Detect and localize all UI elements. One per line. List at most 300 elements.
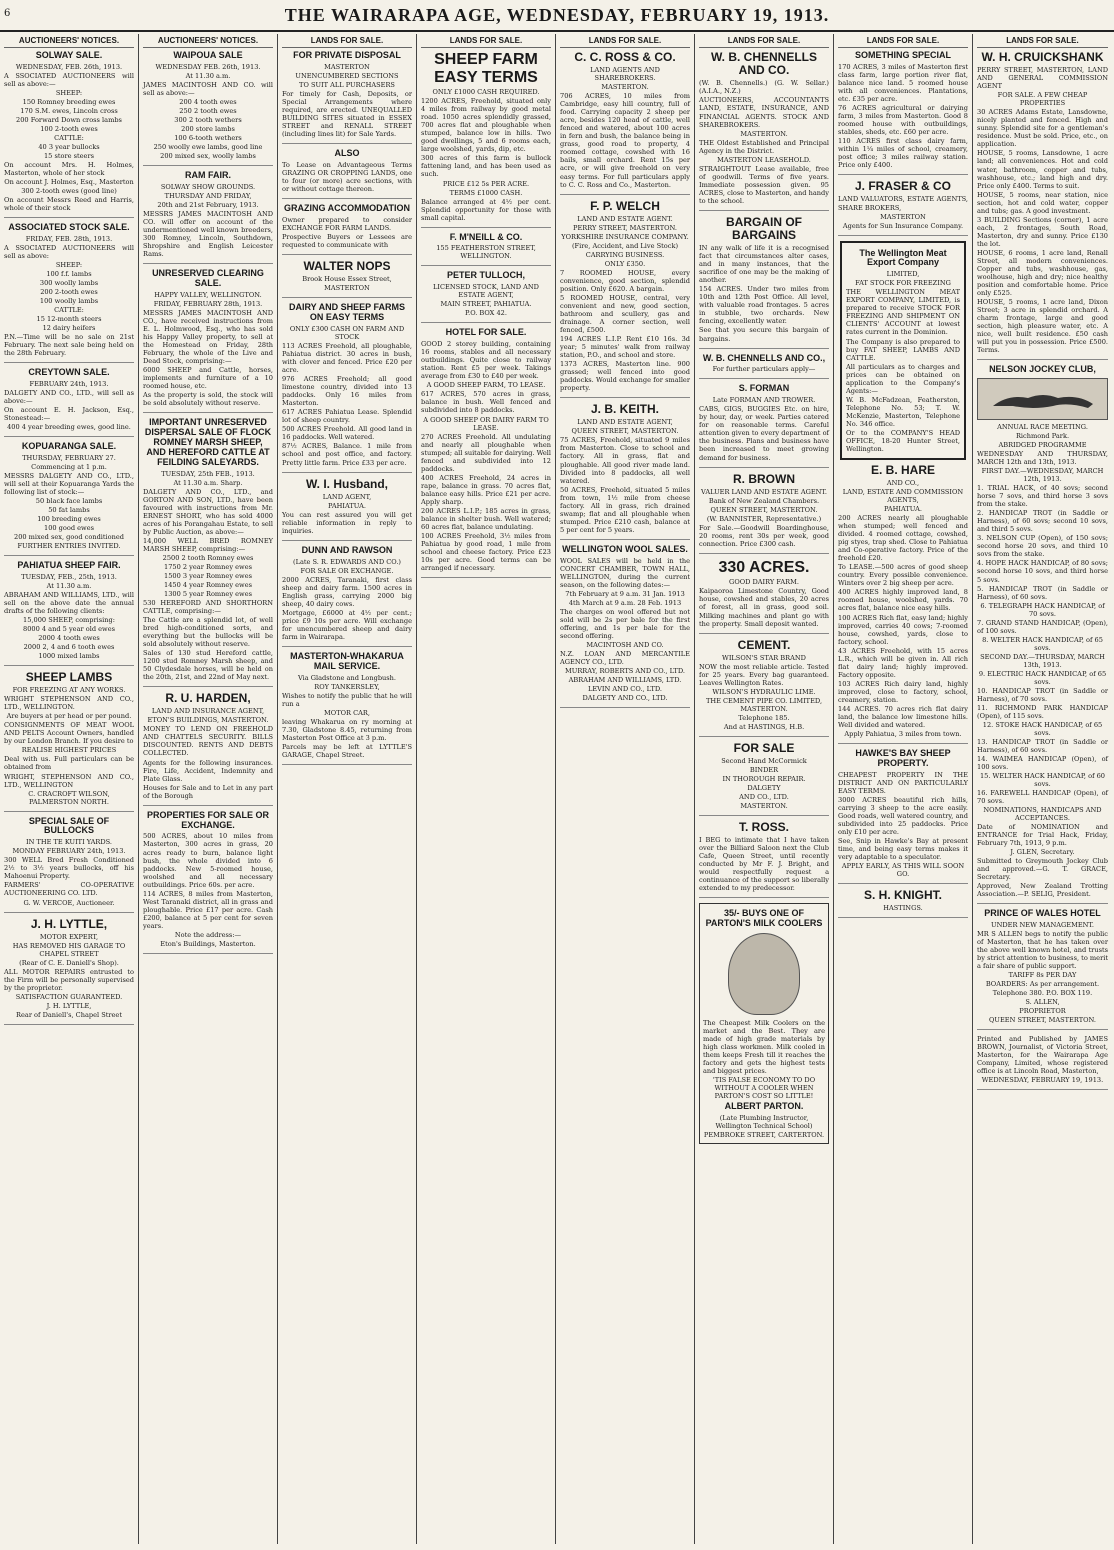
advertisement <box>282 652 412 765</box>
ad-text: You can rest assured you will get reliable information in reply to inquiries. <box>282 510 412 535</box>
ad-heading: SOLWAY SALE. <box>35 50 103 60</box>
ad-text: 6. TELEGRAPH HACK HANDICAP, of 70 sovs. <box>980 601 1105 618</box>
ad-text: At 11.30 a.m. <box>185 71 231 80</box>
ad-text: MOTOR CAR, <box>324 708 370 717</box>
ad-text: 100 2-tooth ewes <box>40 124 98 133</box>
advertisement <box>838 180 968 235</box>
ad-text: 15,000 SHEEP, comprising: <box>23 616 115 625</box>
ad-text: 7. GRAND STAND HANDICAP, (Open), of 100 sovs. <box>977 618 1108 635</box>
ad-text: LEVIN AND CO., LTD. <box>587 684 663 693</box>
ad-text: WOOL SALES will be held in the CONCERT CHAMBER, TOWN HALL, WELLINGTON, during the current season, on the following dates:— <box>560 556 690 589</box>
advertisement <box>4 561 134 666</box>
advertisement <box>143 269 273 413</box>
advertisement <box>838 464 968 744</box>
ad-text: 706 ACRES, 10 miles from Cambridge, easy hill country, full of food. Carrying capacity 2 sheep per acre, besides 120 head of cattle, well fenced and watered, about 100 acres in fern and bush, the balance being in grass, good road to property, 4 roomed cottage, cowshed with 16 bails, small orchard. Rent 15s per acre, or will give freehold on very easy terms. For full particulars apply to C. C. Ross and Co., Masterton. <box>560 92 690 189</box>
ad-heading: HAWKE'S BAY SHEEP PROPERTY. <box>855 747 951 768</box>
advertisement <box>143 692 273 805</box>
ad-heading: W. B. CHENNELLS AND CO. <box>710 50 817 78</box>
ad-text: 14,000 WELL BRED ROMNEY MARSH SHEEP, comprising:— <box>143 536 273 553</box>
ad-text: On account J. Holmes, Esq., Masterton <box>4 178 134 187</box>
ad-text: TUESDAY, FEB., 25th, 1913. <box>21 573 117 582</box>
ad-text: 2500 2 tooth Romney ewes <box>162 553 254 562</box>
ad-text: BOARDERS: As per arrangement. <box>985 980 1100 989</box>
ad-text: LAND VALUATORS, ESTATE AGENTS, SHARE BROKERS, <box>838 195 968 212</box>
ad-text: 3 BUILDING Sections (corner), 1 acre each, 2 frontages, South Road, Masterton, dry and sunny. Price £130 the lot. <box>977 215 1108 248</box>
ad-text: FRIDAY, FEBRUARY 28th, 1913. <box>153 299 263 308</box>
ad-text: PEMBROKE STREET, CARTERTON. <box>703 1131 825 1140</box>
ad-heading: FOR PRIVATE DISPOSAL <box>293 50 401 60</box>
ad-text: 114 ACRES, 8 miles from Masterton, West Taranaki district, all in grass and ploughable. Price £17 per acre. Cash £200, balance at 5 per cent for seven years. <box>143 889 273 930</box>
ad-text: MOTOR EXPERT, <box>39 932 99 941</box>
ad-text: ETON'S BUILDINGS, MASTERTON. <box>147 716 269 725</box>
ad-text: 15. WELTER HACK HANDICAP, of 60 sovs. <box>979 771 1106 788</box>
ad-text: (Rear of C. E. Daniell's Shop). <box>19 958 119 967</box>
advertisement <box>421 271 551 323</box>
ad-text: BINDER <box>749 766 779 775</box>
ad-text: LAND, ESTATE AND COMMISSION AGENTS, <box>842 488 964 505</box>
ad-text: Agents for Sun Insurance Company. <box>842 221 964 230</box>
ad-text: ONLY £350. <box>604 259 646 268</box>
ad-text: 200 mixed sex, woolly lambs <box>160 151 256 160</box>
advertisement <box>699 559 829 634</box>
ad-text: THURSDAY, FEBRUARY 27. <box>22 454 116 463</box>
ad-text: (Late Plumbing Instructor, Wellington Technical School) <box>715 1114 813 1131</box>
ad-heading: CREYTOWN SALE. <box>28 367 110 378</box>
ad-text: 200 4 tooth ewes <box>179 97 237 106</box>
advertisement <box>143 171 273 264</box>
ad-text: (Fire, Accident, and Live Stock) <box>571 241 679 250</box>
ad-text: AUCTIONEERS, ACCOUNTANTS LAND, ESTATE, INSURANCE, AND FINANCIAL AGENTS. STOCK AND SHAREBROKERS. <box>699 96 829 129</box>
ad-text: 1000 mixed lambs <box>38 652 100 661</box>
advertisement <box>977 51 1108 360</box>
ad-text: 400 4 year breeding ewes, good line. <box>7 423 131 432</box>
ad-text: 170 S.M. ewes, Lincoln cross <box>20 106 118 115</box>
column-header: LANDS FOR SALE. <box>560 36 690 48</box>
ad-text: Richmond Park. <box>1015 432 1070 441</box>
ad-text: 400 ACRES Freehold, 24 acres in rape, balance in grass. 70 acres flat, balance easy hills. Price £21 per acre. Apply sharp. <box>421 473 551 506</box>
ad-text: A GOOD SHEEP FARM, TO LEASE. <box>426 381 546 390</box>
column-3 <box>278 34 417 1544</box>
ad-text: G. W. VERCOE, Auctioneer. <box>23 898 115 907</box>
ad-text: Date of NOMINATION and ENTRANCE for Trial Hack, Friday, February 7th, 1913, 9 p.m. <box>977 822 1108 848</box>
ad-text: TERMS £1000 CASH. <box>449 188 523 197</box>
ad-text: 2000 4 tooth ewes <box>38 634 100 643</box>
ad-heading: GRAZING ACCOMMODATION <box>284 203 410 214</box>
ad-text: ONLY £300 CASH ON FARM AND STOCK <box>289 325 405 342</box>
ad-text: 4. HOPE HACK HANDICAP, of 80 sovs; second horse 10 sovs, and third horse 5 sovs. <box>977 559 1108 584</box>
ad-text: UNENCUMBERED SECTIONS <box>295 71 399 80</box>
ad-text: P.O. BOX 42. <box>465 309 507 318</box>
ad-text: 300 woolly lambs <box>39 279 99 288</box>
ad-text: On account Messrs Reed and Harris, whole of their stock <box>4 196 134 213</box>
ad-text: 1750 2 year Romney ewes <box>164 562 252 571</box>
advertisement <box>560 200 690 399</box>
ad-text: PAHIATUA. <box>328 501 366 510</box>
ad-text: THE WELLINGTON MEAT EXPORT COMPANY, LIMITED, is prepared to receive STOCK FOR FREEZING AND SHIPMENT ON CLIENTS' ACCOUNT at lowest rates current in the Dominion. <box>846 288 960 337</box>
ad-text: FARMERS' CO-OPERATIVE AUCTIONEERING CO. LTD. <box>4 881 134 898</box>
ad-text: 1200 ACRES, Freehold, situated only 4 miles from railway by good metal road. 1050 acres splendidly grassed, 700 acres flat and ploughable when stumped, balance low in hills. Two good dwellings, 5 and 6 rooms each, large woolshed, yards, dip, etc. <box>421 97 551 154</box>
advertisement <box>699 216 829 349</box>
ad-text: 3000 ACRES beautiful rich hills, carrying 3 sheep to the acre easily. Good roads, well watered country, and subdivided into 25 paddocks. Price only £10 per acre. <box>838 795 968 836</box>
ad-text: 7 ROOMED HOUSE, every convenience, good section, splendid position. Only £620. A bargain. <box>560 268 690 293</box>
ad-text: HOUSE, 5 rooms, Lansdowne, 1 acre land; all conveniences. Hot and cold water, bathroom, copper and tubs, washhouse, etc.; land high and dry. Price only £400. Terms to suit. <box>977 149 1108 190</box>
ad-text: 155 FEATHERSTON STREET, WELLINGTON. <box>436 244 536 261</box>
ad-text: 300 2-tooth ewes (good line) <box>21 187 117 196</box>
ad-text: (W. BANNISTER, Representative.) <box>706 514 822 523</box>
ad-text: Balance arranged at 4½ per cent. Splendid opportunity for those with small capital. <box>421 197 551 222</box>
ad-text: GOOD DAIRY FARM. <box>729 578 799 587</box>
ad-heading: S. H. KNIGHT. <box>863 888 942 903</box>
ad-text: MASTERTON. <box>601 83 649 92</box>
advertisement <box>838 889 968 918</box>
ad-text: QUEEN STREET, MASTERTON. <box>989 1016 1096 1025</box>
ad-text: MESSRS DALGETY AND CO., LTD., will sell at their Kopuaranga Yards the following list of stock:— <box>4 472 134 497</box>
ad-heading: ALSO <box>334 148 360 159</box>
advertisement <box>282 204 412 255</box>
ad-text: 9. ELECTRIC HACK HANDICAP, of 65 sovs. <box>978 669 1107 686</box>
ad-text: 976 ACRES Freehold; all good limestone country, divided into 13 paddocks. Only 16 miles from Masterton. <box>282 375 412 408</box>
page-number: 6 <box>4 8 11 19</box>
ad-text: 270 ACRES Freehold. All undulating and nearly all ploughable when stumped; all suitable for dairying. Well fenced and subdivided into 12 paddocks. <box>421 432 552 473</box>
ad-heading: W. H. CRUICKSHANK <box>981 50 1104 64</box>
ad-text: FAT STOCK FOR FREEZING <box>855 279 951 288</box>
ad-text: Or to the COMPANY'S HEAD OFFICE, 18-20 Hunter Street, Wellington. <box>846 428 960 453</box>
ad-text: For timely for Cash, Deposits, or Special Arrangements where required, are erected. UNEQUALLED BUILDING SITES situated in ESSEX STREET and RENALL STREET (including lines lit) for Sale Yards. <box>282 89 412 139</box>
ad-text: Deal with us. Full particulars can be obtained from <box>4 755 134 772</box>
ad-text: LIMITED, <box>886 270 920 279</box>
ad-heading: PAHIATUA SHEEP FAIR. <box>17 560 121 571</box>
ad-text: PAHIATUA. <box>884 505 922 514</box>
ad-text: Owner prepared to consider EXCHANGE FOR FARM LANDS. <box>282 215 412 233</box>
ad-heading: PROPERTIES FOR SALE OR EXCHANGE. <box>146 809 269 830</box>
ad-text: WEDNESDAY, FEB. 26th, 1913. <box>15 62 123 71</box>
ad-text: A GOOD SHEEP OR DAIRY FARM TO LEASE. <box>423 415 549 432</box>
ad-text: Are buyers at per head or per pound. <box>6 712 132 721</box>
ad-text: 617 ACRES Pahiatua Lease. Splendid lot of sheep country. <box>282 408 412 425</box>
ad-text: 1300 5 year Romney ewes <box>164 589 252 598</box>
ad-text: 200 mixed sex, good conditioned <box>14 533 124 542</box>
ad-text: Note the address:— <box>174 930 242 939</box>
ad-text: WILSON'S HYDRAULIC LIME. <box>712 687 816 696</box>
ad-text: Telephone 380. P.O. BOX 119. <box>992 989 1093 998</box>
ad-text: W. B. McFadzean, Featherston, Telephone No. 53; T. W. McKenzie, Masterton, Telephone No. 346 office. <box>846 395 960 428</box>
ad-text: MAIN STREET, PAHIATUA. <box>440 300 532 309</box>
ad-text: PROPRIETOR <box>1019 1007 1066 1016</box>
ad-text: (W. B. Chennells.) (G. W. Sellar.) (A.I.A., N.Z.) <box>699 79 829 96</box>
ad-text: 15 12-month steers <box>36 315 102 324</box>
ad-heading: FOR SALE <box>733 740 795 755</box>
ad-text: IN THE TE KUITI YARDS. <box>25 838 113 847</box>
ad-text: 150 Romney breeding ewes <box>22 97 116 106</box>
ad-text: 200 ACRES nearly all ploughable when stumped; well fenced and divided. 4 roomed cottage, cowshed, pig styes, trap shed. Close to Pahiatua and Co-operative factory. Price of the freehold £20. <box>838 514 968 563</box>
ad-text: 5 ROOMED HOUSE, central, very convenient and new, good section, bathroom and scullery, gas and drainage. A corner section, well fenced, £500. <box>560 293 690 334</box>
ad-text: 3. NELSON CUP (Open), of 150 sovs; second horse 20 sovs, and third 10 sovs from the stake. <box>977 534 1108 559</box>
advertisement <box>838 51 968 175</box>
ad-text: SOLWAY SHOW GROUNDS. <box>160 182 256 191</box>
ad-text: AND CO., <box>886 479 920 488</box>
ad-heading: R. BROWN <box>733 471 795 486</box>
advertisement <box>838 749 968 884</box>
ad-heading: UNRESERVED CLEARING SALE. <box>152 268 264 288</box>
ad-text: LAND AND ESTATE AGENT, <box>577 418 673 427</box>
column-5 <box>556 34 695 1544</box>
ad-text: A SSOCIATED AUCTIONEERS will sell as above: <box>4 243 134 260</box>
ad-text: WEDNESDAY, FEBRUARY 19, 1913. <box>981 1076 1104 1085</box>
ad-text: 100 ACRES Freehold, 3½ miles from Pahiatua by good road, 1 mile from school and cheese factory. Price £23 10s per acre. Good terms can be arranged if necessary. <box>421 531 551 573</box>
advertisement <box>4 442 134 556</box>
ad-text: FOR SALE. A FEW CHEAP PROPERTIES <box>997 91 1088 108</box>
ad-text: All particulars as to charges and prices can be obtained on application to the Company's Agents:— <box>846 362 960 395</box>
ad-text: Bank of New Zealand Chambers. <box>708 496 820 505</box>
ad-text: Kaipaoroa Limestone Country, Good house, cowshed and stables, 20 acres of forest, all in grass, good soil. Milking machines and plant go with the property. Small deposit wanted. <box>699 587 829 628</box>
ad-text: THE Oldest Established and Principal Agency in the District. <box>699 138 829 155</box>
ad-text: 4th March at 9 a.m. 28 Feb. 1913 <box>568 598 682 607</box>
ad-text: THE CEMENT PIPE CO. LIMITED, MASTERTON. <box>705 696 823 713</box>
ad-text: The Cheapest Milk Coolers on the market and the Best. They are made of high grade materials by high class workmen. Milk cooled in them keeps Fresh till it reaches the factory and gets the highest tests and biggest prices. <box>703 1019 825 1076</box>
ad-text: MESSRS JAMES MACINTOSH AND CO., have received instructions from E. L. Holmwood, Esq., who has sold his Happy Valley property, to sell at the Homestead on Friday, 28th February, the whole of the Live and Dead Stock, comprising:— <box>143 308 273 365</box>
ad-text: HOUSE, 5 rooms, 1 acre land, Dixon Street; 3 acre in splendid orchard. A charm frontage, large and good section, high pleasure water, etc. A nice, well built residence. £50 cash will put you in possession. Price £500. Terms. <box>977 298 1108 355</box>
ad-text: NOMINATIONS, HANDICAPS AND ACCEPTANCES. <box>983 805 1102 822</box>
ad-text: MONEY TO LEND ON FREEHOLD AND CHATTELS SECURITY. BILLS DISCOUNTED. RENTS AND DEBTS COLLECTED. <box>143 725 273 758</box>
ad-heading: F. M'NEILL & CO. <box>449 231 523 242</box>
ad-heading: PETER TULLOCH, <box>447 270 525 281</box>
advertisement <box>143 51 273 166</box>
ad-text: WRIGHT, STEPHENSON AND CO., LTD., WELLINGTON <box>4 772 134 789</box>
ad-text: Submitted to Greymouth Jockey Club and approved.—G. T. GRACE, Secretary. <box>977 857 1108 882</box>
advertisement <box>421 233 551 267</box>
column-1 <box>0 34 139 1544</box>
partons-milk-cooler-ad <box>699 903 829 1144</box>
ad-text: FOR SALE OR EXCHANGE. <box>300 566 394 575</box>
ad-heading: 330 ACRES. <box>718 558 810 576</box>
advertisement <box>4 51 134 218</box>
ad-heading: WAIPOUA SALE <box>173 50 243 60</box>
ad-text: 250 woolly ewe lambs, good line <box>153 142 263 151</box>
ad-text: ONLY £1000 CASH REQUIRED. <box>432 88 540 97</box>
ad-text: DALGETY <box>747 784 781 793</box>
ad-text: MURRAY, ROBERTS AND CO., LTD. <box>565 666 685 675</box>
ad-text: For further particulars apply— <box>712 365 816 374</box>
ad-text: TUESDAY, 25th FEB., 1913. <box>161 469 255 478</box>
ad-heading: PRINCE OF WALES HOTEL <box>984 908 1101 919</box>
ad-text: CARRYING BUSINESS. <box>585 250 665 259</box>
ad-text: Brook House Essex Street, <box>302 275 392 284</box>
racehorse-illustration <box>977 378 1108 420</box>
column-header: LANDS FOR SALE. <box>282 36 412 48</box>
column-header: LANDS FOR SALE. <box>421 36 551 48</box>
ad-heading: C. C. ROSS & CO. <box>574 50 676 64</box>
ad-heading: RAM FAIR. <box>185 169 231 180</box>
ad-text: 300 WELL Bred Fresh Conditioned 2½ to 3½ years bullocks, off his Mahoenui Property. <box>4 856 134 881</box>
advertisement <box>4 671 134 811</box>
ad-text: 100 6-tooth wethers <box>174 133 242 142</box>
ad-text: 1373 ACRES, Masterton line. 900 grassed; well fenced into good paddocks. Would exchange for smaller property. <box>560 360 690 393</box>
ad-text: FURTHER ENTRIES INVITED. <box>17 542 121 551</box>
advertisement <box>560 403 690 540</box>
advertisement <box>4 817 134 913</box>
ad-heading: W. I. Husband, <box>305 476 388 491</box>
ad-text: VALUER LAND AND ESTATE AGENT. <box>701 487 827 496</box>
advertisement <box>282 260 412 298</box>
ad-text: WILSON'S STAR BRAND <box>722 653 806 662</box>
ad-text: GOOD 2 storey building, containing 16 rooms, stables and all necessary outbuildings. Quite close to railway station. Rent £5 per week. Takings average from £30 to £40 per week. <box>421 340 551 381</box>
ad-text: Printed and Published by JAMES BROWN, Journalist, of Victoria Street, Masterton, for the Wairarapa Age Company, Limited, whose registered office is at Lincoln Road, Masterton, <box>977 1035 1108 1076</box>
ad-text: 2. HANDICAP TROT (in Saddle or Harness), of 60 sovs; second 10 sovs, and third 5 sovs. <box>977 509 1108 534</box>
ad-text: MESSRS JAMES MACINTOSH AND CO. will offer on account of the undermentioned well known breeders, 300 Romney, Lincoln, Southdown, Shropshire and English Leicester Rams. <box>143 209 273 258</box>
advertisement <box>699 354 829 380</box>
column-6 <box>695 34 834 1544</box>
ad-text: STRAIGHTOUT Lease available, free of goodwill. Terms of five years. Immediate possession given. 95 ACRES, close to Masterton, and handy to the school. <box>699 164 829 205</box>
ad-text: FRIDAY, FEB. 28th, 1913. <box>25 234 113 243</box>
advertisement <box>699 51 829 211</box>
ad-text: 6000 SHEEP and Cattle, horses, implements and furniture of a 10 roomed house, etc. <box>143 366 273 391</box>
ad-text: MACINTOSH AND CO. <box>586 640 664 649</box>
column-header: LANDS FOR SALE. <box>699 36 829 48</box>
advertisement <box>282 51 412 144</box>
ad-text: Agents for the following insurances. Fire, Life, Accident, Indemnity and Plate Glass. <box>143 758 273 783</box>
ad-text: 76 ACRES agricultural or dairying farm, 3 miles from Masterton. Good 8 roomed house with outbuildings, stables, sheds, etc. £60 per acre. <box>838 104 968 137</box>
ad-heading: J. H. LYTTLE, <box>30 916 108 931</box>
ad-heading: DAIRY AND SHEEP FARMS ON EASY TERMS <box>288 302 406 323</box>
ad-text: CABS, GIGS, BUGGIES Etc. on hire, by hour, day, or week. Parties catered for on reasonable terms. Careful attention given to every department of the business. Plans and business have been increased to meet growing demand for business. <box>699 405 829 462</box>
ad-text: 15 store steers <box>43 151 94 160</box>
ad-text: 43 ACRES Freehold, with 15 acres L.R., which will be given in. All rich flat dairy land; highly improved. Factory opposite. <box>838 646 968 679</box>
advertisement <box>560 51 690 195</box>
advertisement <box>977 1035 1108 1090</box>
column-7 <box>834 34 973 1544</box>
ad-heading: KOPUARANGA SALE. <box>21 441 117 452</box>
column-header: LANDS FOR SALE. <box>838 36 968 48</box>
ad-text: 8000 4 and 5 year old ewes <box>23 625 115 634</box>
ad-text: 300 2 tooth wethers <box>174 115 242 124</box>
ad-heading: J. B. KEITH. <box>590 402 659 417</box>
ad-text: MASTERTON <box>324 284 370 293</box>
ad-text: On account E. H. Jackson, Esq., Stonestead:— <box>4 406 134 423</box>
advertisement <box>699 821 829 898</box>
column-2 <box>139 34 278 1544</box>
ad-text: N.Z. LOAN AND MERCANTILE AGENCY CO., LTD. <box>560 649 690 666</box>
ad-text: 154 ACRES. Under two miles from 10th and 12th Post Office. All level, with valuable road frontages. 5 acres in stubble, two orchards. New fencing, excellently water. <box>699 285 829 326</box>
ad-text: 200 2-tooth ewes <box>40 288 98 297</box>
advertisement <box>699 742 829 816</box>
ad-text: See, Snip in Hawke's Bay at present time, and being easy terms makes it very adaptable to a speculator. <box>838 836 968 862</box>
ad-text: 50 fat lambs <box>48 506 90 515</box>
ad-text: CHEAPEST PROPERTY IN THE DISTRICT AND ON PARTICULARLY EASY TERMS. <box>838 770 968 795</box>
ad-text: (Late S. R. EDWARDS AND CO.) <box>293 557 401 566</box>
ad-text: QUEEN STREET, MASTERTON. <box>571 427 679 436</box>
ad-text: LAND AND ESTATE AGENT. <box>577 214 673 223</box>
ad-text: Eton's Buildings, Masterton. <box>160 939 256 948</box>
ad-heading: S. FORMAN <box>738 383 790 394</box>
ad-text: SHEEP: <box>55 88 83 97</box>
ad-text: Via Gladstone and Longbush. <box>297 673 397 682</box>
ad-text: 1. TRIAL HACK, of 40 sovs; second horse 7 sovs, and third horse 3 sovs from the stake. <box>977 484 1108 509</box>
advertisement <box>282 546 412 647</box>
ad-text: MASTERTON. <box>740 802 788 811</box>
ad-text: 100 f.f. lambs <box>46 270 92 279</box>
ad-heading: T. ROSS. <box>738 820 789 835</box>
ad-text: FIRST DAY.—WEDNESDAY, MARCH 12th, 1913. <box>981 467 1104 484</box>
ad-text: IN any walk of life it is a recognised fact that circumstances alter cases, and in many instances, that the sacrifice of one may be the making of another. <box>699 244 829 285</box>
advertisement <box>977 365 1108 904</box>
column-8 <box>973 34 1112 1544</box>
ad-heading: 35/- BUYS ONE OF PARTON'S MILK COOLERS <box>705 908 823 929</box>
ad-text: Prospective Buyers or Lessees are requested to communicate with <box>282 233 412 250</box>
ad-text: WEDNESDAY FEB. 26th, 1913. <box>155 62 261 71</box>
advertisement <box>560 545 690 708</box>
ad-text: Rear of Daniell's, Chapel Street <box>16 1010 122 1019</box>
column-header: AUCTIONEERS' NOTICES. <box>4 36 134 48</box>
ad-text: 1500 3 year Romney ewes <box>164 571 252 580</box>
advertisement <box>282 478 412 541</box>
ad-text: 300 acres of this farm is bullock fattening land, and has been used as such. <box>421 154 551 179</box>
ad-text: C. CRACROFT WILSON, PALMERSTON NORTH. <box>28 789 110 806</box>
ad-text: At 11.30 a.m. <box>46 582 92 591</box>
ad-text: LAND AGENTS AND SHAREBROKERS. <box>590 66 660 83</box>
ad-text: 103 ACRES Rich dairy land, highly improved, close to factory, school, creamery, station. <box>838 679 968 704</box>
ad-heading: SOMETHING SPECIAL <box>854 50 951 60</box>
ad-text: REALISE HIGHEST PRICES <box>21 746 117 755</box>
ad-text: Mortgage, £6000 at 4½ per cent.; price £9 10s per acre. Will exchange for unencumbered sheep and dairy farm in Wairarapa. <box>282 608 412 641</box>
ad-text: S. ALLEN, <box>1025 998 1060 1007</box>
ad-text: PRICE £12 5s PER ACRE. <box>442 179 530 188</box>
ad-text: THURSDAY AND FRIDAY, <box>164 191 252 200</box>
ad-text: 100 good ewes <box>44 524 94 533</box>
ad-text: And at HASTINGS, H.B. <box>723 722 805 731</box>
ad-text: 50 black face lambs <box>35 497 103 506</box>
ad-text: LAND AND INSURANCE AGENT, <box>151 707 265 716</box>
advertisement <box>699 639 829 737</box>
ad-text: The Company is also prepared to buy FAT SHEEP, LAMBS AND CATTLE. <box>846 337 960 362</box>
advertisement <box>699 473 829 554</box>
ad-text: MR S ALLEN begs to notify the public of Masterton, that he has taken over the above well known hotel, and trusts by strict attention to business, to merit a fair share of public support. <box>977 930 1108 971</box>
ad-text: Commencing at 1 p.m. <box>31 463 107 472</box>
ad-text: 20th and 21st February, 1913. <box>157 200 259 209</box>
ad-text: HOUSE, 6 rooms, 1 acre land, Renall Street, all modern conveniences. Copper and tubs, washhouse, gas, woolhouse, high and dry; nice healthy position and comfortable home. Price only £525. <box>977 248 1108 297</box>
advertisement <box>282 303 412 472</box>
advertisement <box>4 223 134 363</box>
ad-text: 500 ACRES Freehold. All good land in 16 paddocks. Well watered. <box>282 425 412 442</box>
ad-text: CATTLE: <box>54 133 84 142</box>
ad-heading: R. U. HARDEN, <box>165 691 251 706</box>
ad-text: PERRY STREET, MASTERTON, LAND AND GENERAL COMMISSION AGENT <box>977 66 1108 91</box>
ad-text: Houses for Sale and to Let in any part of the Borough <box>143 783 273 800</box>
ad-text: Wishes to notify the public that he will run a <box>282 691 412 708</box>
ad-text: 194 ACRES L.I.P. Rent £10 16s. 3d year; 5 minutes' walk from railway station, P.O., and school and store. <box>560 335 690 360</box>
advertisement <box>4 368 134 437</box>
newspaper-title: THE WAIRARAPA AGE, WEDNESDAY, FEBRUARY 19, 1913. <box>284 4 830 25</box>
ad-text: 12 dairy heifers <box>42 324 96 333</box>
ad-text: J. H. LYTTLE, <box>46 1001 92 1010</box>
ad-heading: ASSOCIATED STOCK SALE. <box>8 222 130 233</box>
ad-text: ABRAHAM AND WILLIAMS, LTD., will sell on the above date the annual drafts of the following clients: <box>4 591 134 616</box>
ad-text: SHEEP: <box>55 261 83 270</box>
advertisement <box>977 909 1108 1030</box>
ad-heading: MASTERTON-WHAKARUA MAIL SERVICE. <box>290 650 404 671</box>
ad-text: 500 ACRES, about 10 miles from Masterton, 300 acres in grass, 20 acres ready to burn, balance light bush, the whole divided into 6 paddocks. New 5-roomed house, woolshed and all necessary outbuildings. Price 60s. per acre. <box>143 832 273 889</box>
ad-text: QUEEN STREET, MASTERTON. <box>710 505 818 514</box>
ad-text: TARIFF 8s PER DAY <box>1008 971 1077 980</box>
ad-text: 16. FAREWELL HANDICAP (Open), of 70 sovs. <box>977 788 1108 805</box>
ad-heading: SHEEP LAMBS <box>25 670 113 685</box>
ad-text: HOUSE, 5 rooms, near station, nice section, hot and cold water, copper and tubs; gas. A good investment. <box>977 190 1108 215</box>
ad-text: WRIGHT STEPHENSON AND CO., LTD., WELLINGTON. <box>4 695 134 712</box>
ad-text: 530 HEREFORD AND SHORTHORN CATTLE, comprising:— <box>143 598 273 615</box>
ad-text: 617 ACRES, 570 acres in grass, balance in bush. Well fenced and subdivided into 8 paddocks. <box>421 390 551 415</box>
column-4 <box>417 34 556 1544</box>
ad-text: NOW the most reliable article. Tested for 25 years. Every bag guaranteed. Leaves Wellington Rates. <box>699 662 829 687</box>
ad-text: 13. HANDICAP TROT (in Saddle or Harness), of 60 sovs. <box>977 737 1108 754</box>
